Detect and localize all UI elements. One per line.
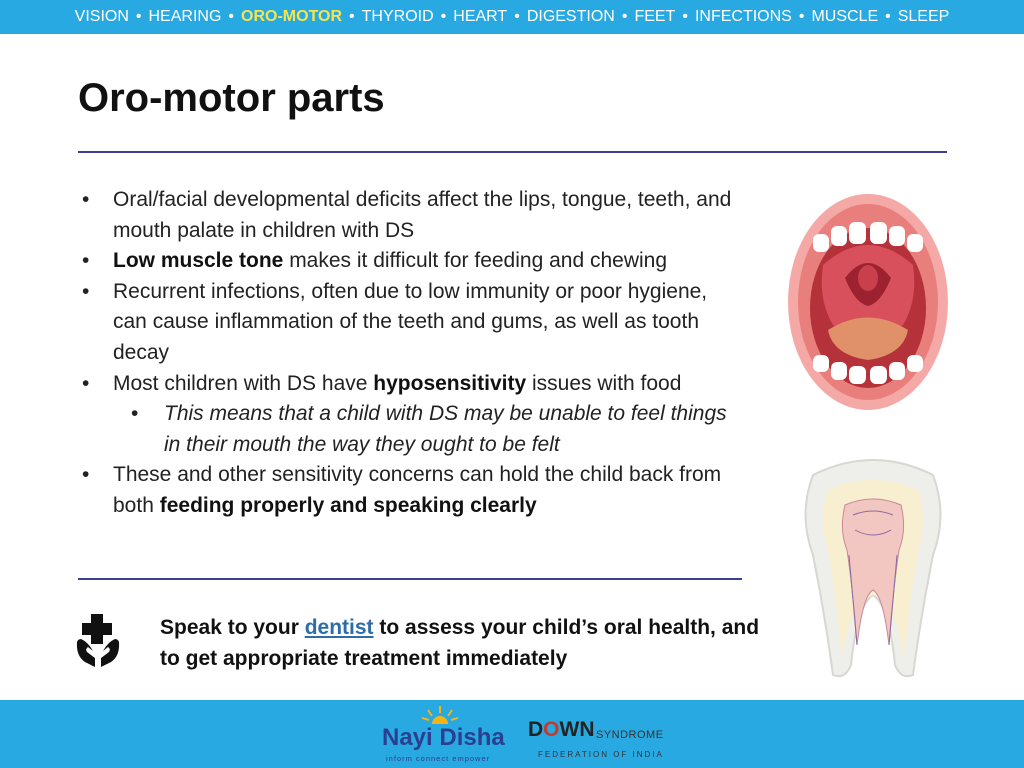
nayi-disha-logo (382, 706, 510, 764)
sun-rays-icon (422, 706, 458, 724)
dentist-link[interactable]: dentist (304, 616, 374, 639)
bullet-text: These and other sensitivity concerns can hold the child back from both (113, 463, 722, 517)
footer-bar (0, 700, 1024, 768)
callout-text: Speak to your (160, 616, 305, 639)
bullet-list (78, 185, 738, 522)
nav-separator: • (514, 8, 520, 25)
logo-federation: FEDERATION OF INDIA (538, 750, 664, 759)
list-item (78, 185, 738, 246)
callout-text: to assess your child’s oral health, and to get appropriate treatment immediately (160, 616, 760, 670)
nav-item-feet[interactable]: FEET (634, 8, 676, 25)
nav-item-muscle[interactable]: MUSCLE (811, 8, 879, 25)
open-mouth-illustration (783, 190, 953, 415)
section-divider (78, 578, 742, 580)
page-title: Oro-motor parts (78, 76, 385, 120)
nav-item-thyroid[interactable]: THYROID (361, 8, 434, 25)
bullet-bold-text: hyposensitivity (373, 371, 527, 395)
bullet-bold-text: Low muscle tone (113, 249, 284, 273)
nav-separator: • (349, 8, 355, 25)
nav-item-heart[interactable]: HEART (453, 8, 508, 25)
title-divider (78, 151, 947, 153)
list-item (78, 460, 738, 521)
nav-item-sleep[interactable]: SLEEP (897, 8, 950, 25)
nav-item-vision[interactable]: VISION (74, 8, 129, 25)
nav-item-oro-motor[interactable]: ORO-MOTOR (241, 8, 343, 25)
list-item (78, 277, 738, 369)
nav-separator: • (228, 8, 235, 25)
bullet-dot: • (82, 249, 90, 273)
bullet-text: Recurrent infections, often due to low immunity or poor hygiene, can cause inflammation of the teeth and gums, as well as tooth decay (113, 279, 708, 364)
nav-item-hearing[interactable]: HEARING (148, 8, 222, 25)
bullet-text: Most children with DS have (113, 371, 374, 395)
nav-separator: • (440, 8, 447, 25)
bullet-dot: • (82, 279, 90, 303)
down-syndrome-federation-logo (528, 714, 668, 762)
logo-syndrome: SYNDROME (596, 729, 664, 741)
bullet-dot: • (82, 371, 90, 395)
list-item (78, 246, 738, 277)
bullet-text: Oral/facial developmental deficits affect the lips, tongue, teeth, and mouth palate in children with DS (113, 188, 732, 242)
medical-hands-icon (74, 612, 122, 668)
logo-wordmark: DOWN (528, 718, 595, 741)
bullet-text: makes it difficult for feeding and chewing (283, 249, 668, 273)
topic-nav (0, 0, 1024, 34)
logo-tagline: inform connect empower (386, 754, 491, 763)
nav-separator: • (885, 8, 891, 25)
nav-separator: • (135, 8, 142, 25)
nav-item-digestion[interactable]: DIGESTION (526, 8, 615, 25)
sub-list-item (78, 399, 738, 460)
tooth-cross-section-illustration (793, 455, 953, 680)
sub-bullet-text: This means that a child with DS may be unable to feel things in their mouth the way they ought to be felt (164, 402, 727, 456)
bullet-bold-text: feeding properly and speaking clearly (159, 493, 537, 517)
nav-separator: • (798, 8, 805, 25)
dentist-callout (160, 613, 760, 674)
nav-separator: • (682, 8, 688, 25)
bullet-dot: • (131, 402, 139, 426)
bullet-text: issues with food (526, 371, 682, 395)
bullet-dot: • (82, 188, 90, 211)
logo-name: Nayi Disha (382, 724, 505, 751)
nav-item-infections[interactable]: INFECTIONS (694, 8, 792, 25)
bullet-dot: • (82, 463, 90, 487)
list-item (78, 369, 738, 400)
nav-separator: • (621, 8, 628, 25)
